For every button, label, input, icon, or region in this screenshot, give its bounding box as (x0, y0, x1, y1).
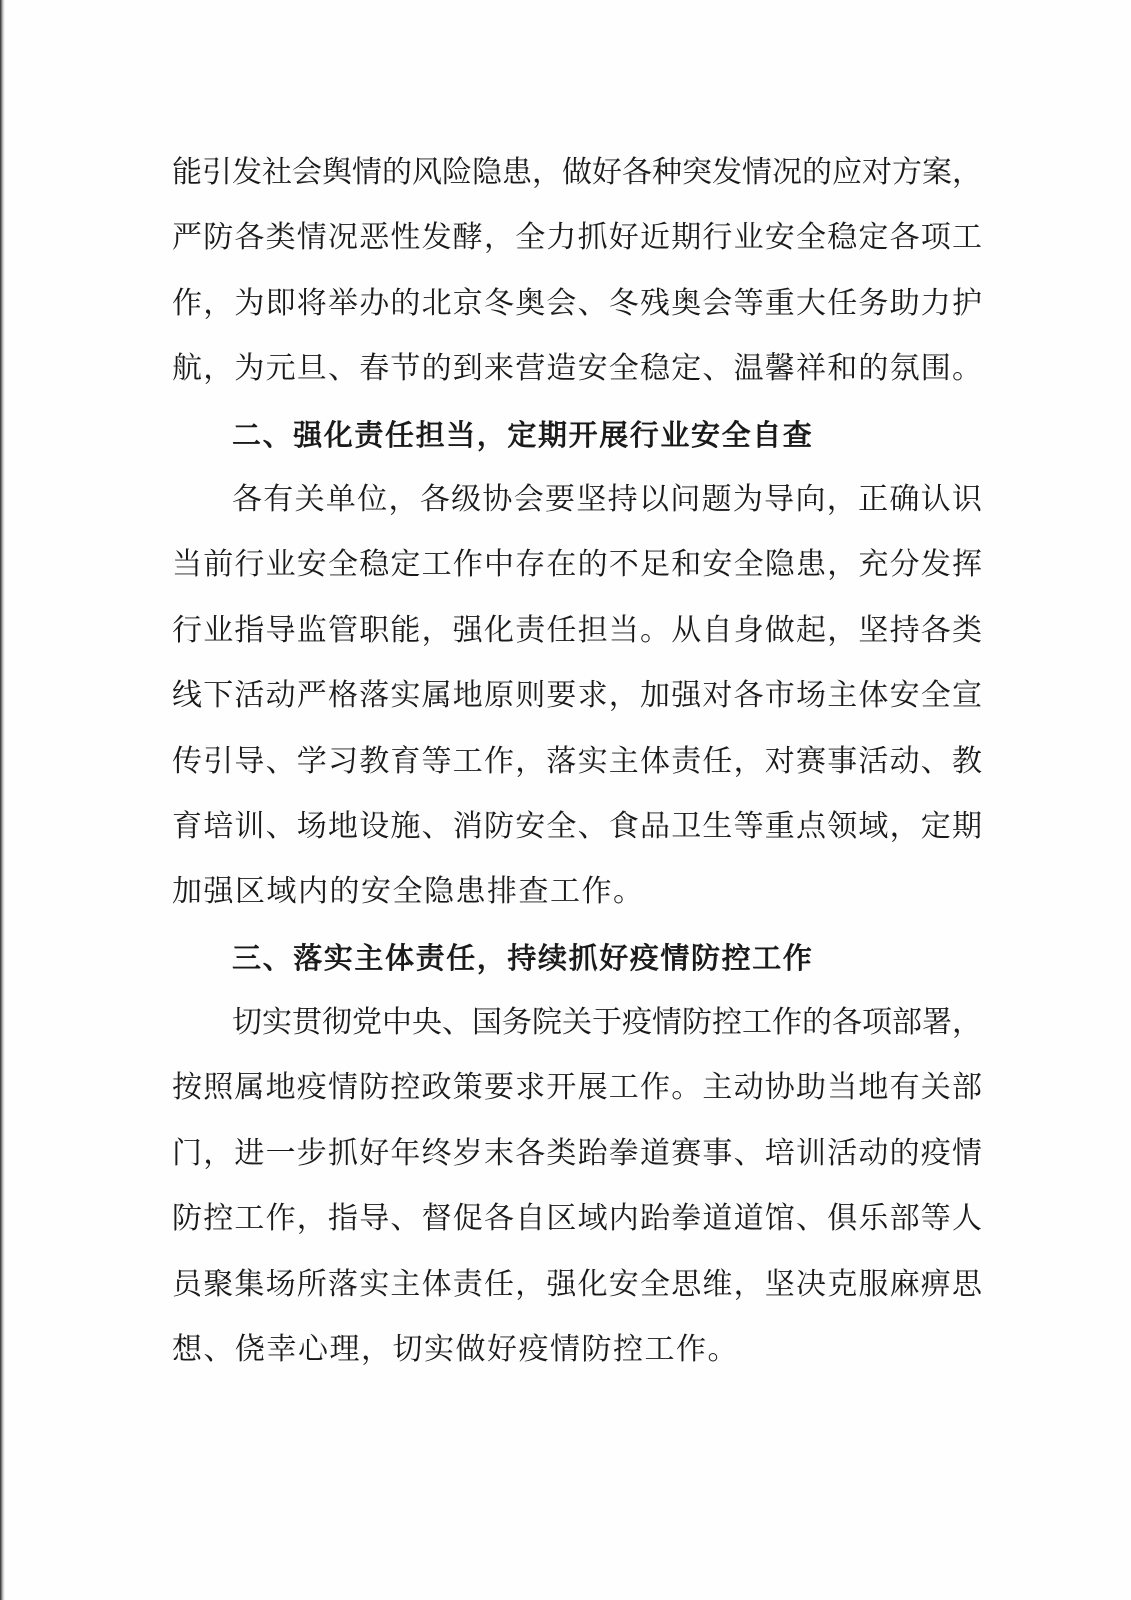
paragraph-1-line-1: 能引发社会舆情的风险隐患，做好各种突发情况的应对方案， (172, 155, 982, 190)
paragraph-2-line-6: 育培训、场地设施、消防安全、食品卫生等重点领域，定期 (172, 808, 982, 844)
paragraph-3-line-2: 按照属地疫情防控政策要求开展工作。主动协助当地有关部 (172, 1070, 982, 1106)
paragraph-1-line-2: 严防各类情况恶性发酵，全力抓好近期行业安全稳定各项工 (172, 220, 982, 256)
document-body (172, 150, 982, 1392)
paragraph-3-line-1: 切实贯彻党中央、国务院关于疫情防控工作的各项部署， (232, 1005, 982, 1041)
paragraph-2-line-7: 加强区域内的安全隐患排查工作。 (172, 874, 645, 910)
paragraph-3-line-4: 防控工作，指导、督促各自区域内跆拳道道馆、俱乐部等人 (172, 1201, 982, 1237)
paragraph-1-line-4: 航，为元旦、春节的到来营造安全稳定、温馨祥和的氛围。 (172, 351, 982, 387)
paragraph-2-line-3: 行业指导监管职能，强化责任担当。从自身做起，坚持各类 (172, 612, 982, 648)
paragraph-3-line-3: 门，进一步抓好年终岁末各类跆拳道赛事、培训活动的疫情 (172, 1135, 982, 1171)
paragraph-3-line-5: 员聚集场所落实主体责任，强化安全思维，坚决克服麻痹思 (172, 1266, 982, 1302)
paragraph-2-line-2: 当前行业安全稳定工作中存在的不足和安全隐患，充分发挥 (172, 547, 982, 583)
scan-edge-shadow (0, 0, 5, 1600)
paragraph-2-line-5: 传引导、学习教育等工作，落实主体责任，对赛事活动、教 (172, 743, 982, 779)
section-heading-3: 三、落实主体责任，持续抓好疫情防控工作 (232, 940, 814, 975)
paragraph-3-line-6: 想、侥幸心理，切实做好疫情防控工作。 (172, 1332, 739, 1368)
paragraph-2-line-1: 各有关单位，各级协会要坚持以问题为导向，正确认识 (232, 481, 982, 517)
section-heading-2: 二、强化责任担当，定期开展行业安全自查 (232, 417, 814, 452)
paragraph-1-line-3: 作，为即将举办的北京冬奥会、冬残奥会等重大任务助力护 (172, 285, 982, 321)
paragraph-2-line-4: 线下活动严格落实属地原则要求，加强对各市场主体安全宣 (172, 678, 982, 714)
